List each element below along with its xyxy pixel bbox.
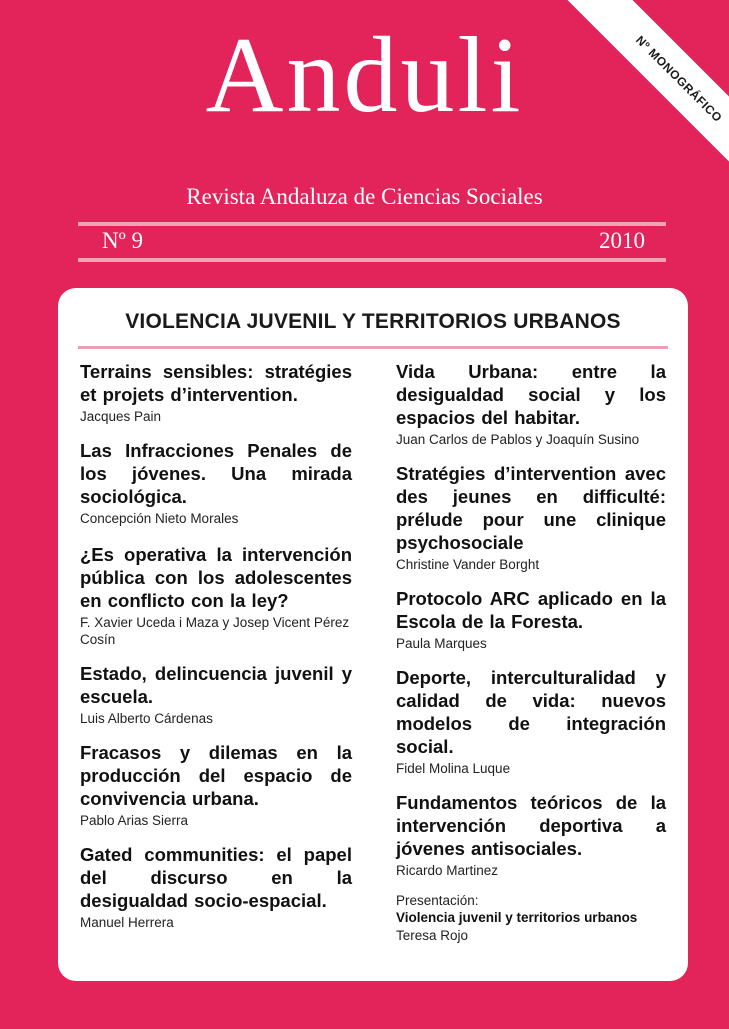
- article-title: Gated communities: el papel del discurso en la desigualdad socio-espacial.: [80, 844, 352, 911]
- contents-panel: [58, 288, 688, 981]
- article-title: Deporte, interculturalidad y calidad de vida: nuevos modelos de integración social.: [396, 667, 666, 757]
- article-entry: [80, 543, 352, 648]
- article-title: Protocolo ARC aplicado en la Escola de la Foresta.: [396, 588, 666, 632]
- article-author: F. Xavier Uceda i Maza y Josep Vicent Pérez Cosín: [80, 615, 350, 647]
- article-author: Paula Marques: [396, 636, 487, 651]
- article-author: Manuel Herrera: [80, 915, 174, 930]
- article-title: Terrains sensibles: stratégies et projets d’intervention.: [80, 361, 352, 405]
- article-author: Fidel Molina Luque: [396, 761, 511, 776]
- article-entry: [80, 439, 352, 527]
- article-entry: [396, 462, 666, 573]
- presentation-author: Teresa Rojo: [396, 928, 469, 943]
- article-author: Pablo Arias Sierra: [80, 813, 189, 828]
- article-author: Juan Carlos de Pablos y Joaquín Susino: [396, 432, 640, 447]
- article-title: Fracasos y dilemas en la producción del espacio de convivencia urbana.: [80, 742, 352, 809]
- journal-title: Anduli: [205, 16, 524, 135]
- article-author: Ricardo Martinez: [396, 863, 499, 878]
- article-title: Las Infracciones Penales de los jóvenes. Una mirada sociológica.: [80, 440, 352, 507]
- article-title: ¿Es operativa la intervención pública con los adolescentes en conflicto con la ley?: [80, 544, 352, 611]
- article-entry: [396, 666, 666, 777]
- article-author: Christine Vander Borght: [396, 557, 540, 572]
- presentation-title: Violencia juvenil y territorios urbanos: [396, 910, 638, 925]
- article-entry: [80, 741, 352, 829]
- presentation-entry: [396, 893, 666, 945]
- article-author: Concepción Nieto Morales: [80, 511, 239, 526]
- issue-number: Nº 9: [102, 228, 143, 253]
- article-title: Stratégies d’intervention avec des jeunes en difficulté: prélude pour une clinique psychosociale: [396, 463, 666, 553]
- article-entry: [396, 360, 666, 448]
- issue-year: 2010: [599, 228, 645, 253]
- article-entry: [80, 662, 352, 727]
- monograph-title: VIOLENCIA JUVENIL Y TERRITORIOS URBANOS: [125, 310, 621, 333]
- article-title: Vida Urbana: entre la desigualdad social y los espacios del habitar.: [396, 361, 666, 428]
- monographic-label: Nº MONOGRÁFICO: [633, 33, 725, 125]
- article-entry: [80, 843, 352, 931]
- article-title: Fundamentos teóricos de la intervención deportiva a jóvenes antisociales.: [396, 792, 666, 859]
- article-entry: [396, 587, 666, 652]
- article-author: Jacques Pain: [80, 409, 162, 424]
- presentation-label: Presentación:: [396, 893, 479, 908]
- header-rule-top: [78, 222, 666, 226]
- header-rule-bottom: [78, 258, 666, 262]
- contents-column-left: [80, 360, 352, 945]
- journal-subtitle: Revista Andaluza de Ciencias Sociales: [186, 184, 543, 209]
- article-title: Estado, delincuencia juvenil y escuela.: [80, 663, 352, 707]
- article-entry: [396, 791, 666, 879]
- contents-column-right: [396, 360, 666, 945]
- panel-divider: [78, 346, 668, 349]
- article-entry: [80, 360, 352, 425]
- article-author: Luis Alberto Cárdenas: [80, 711, 213, 726]
